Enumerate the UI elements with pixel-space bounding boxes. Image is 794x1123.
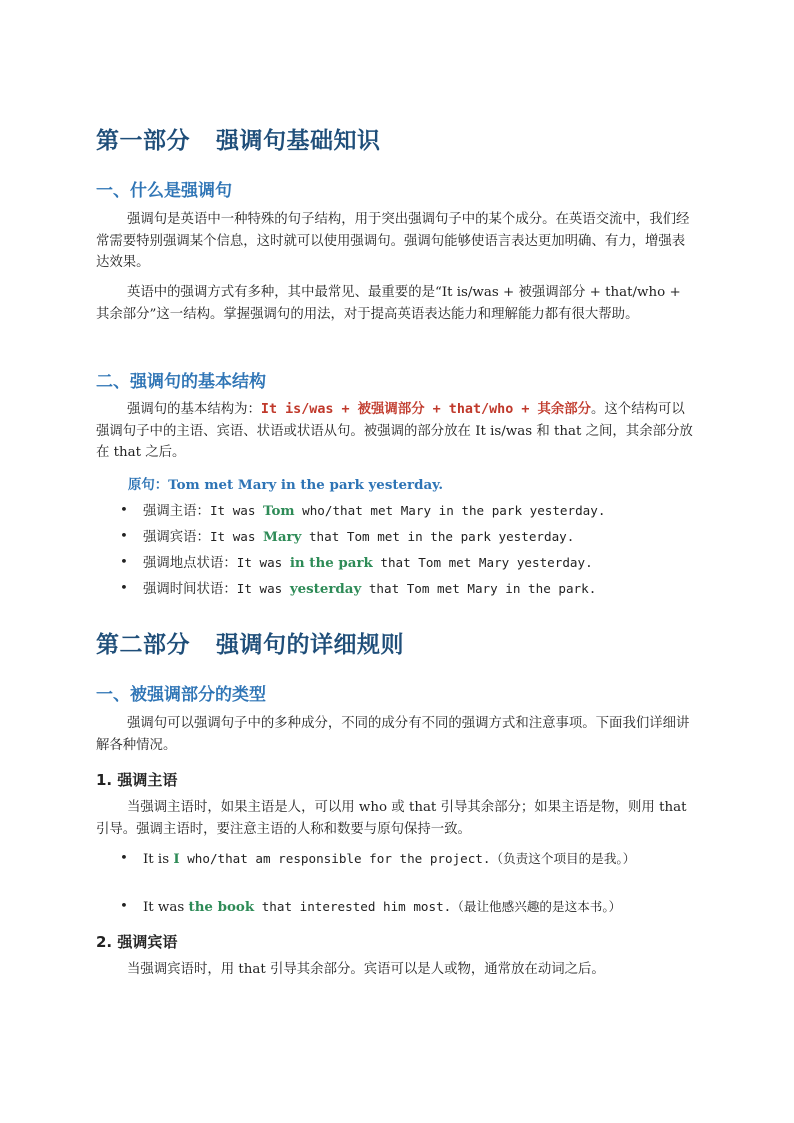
part1-label: 第一部分 bbox=[96, 128, 190, 154]
bullet-pre: It was bbox=[236, 581, 290, 596]
bullet-emphasis: Tom bbox=[263, 503, 295, 519]
original-label: 原句： bbox=[128, 477, 169, 493]
structure-formula: It is/was + 被强调部分 + that/who + 其余部分 bbox=[260, 402, 592, 417]
section-heading-types: 一、被强调部分的类型 bbox=[96, 685, 266, 705]
bullet-label: 强调时间状语： bbox=[143, 582, 237, 597]
part2-heading bbox=[96, 626, 404, 659]
original-sentence bbox=[128, 474, 443, 493]
bullet-post: who/that am responsible for the project.（负责这个项目的是我。） bbox=[179, 851, 636, 866]
bullet-pre: It was bbox=[236, 555, 290, 570]
part1-heading bbox=[96, 122, 381, 155]
subheading-emphasize-object: 2. 强调宾语 bbox=[96, 933, 178, 951]
bullet-icon: • bbox=[120, 503, 128, 518]
paragraph-emphasize-subject: 当强调主语时，如果主语是人，可以用 who 或 that 引导其余部分；如果主语是物，则用 that 引导。强调主语时，要注意主语的人称和数要与原句保持一致。 bbox=[96, 800, 687, 837]
bullet-label: 强调地点状语： bbox=[143, 556, 237, 571]
bullet-icon: • bbox=[120, 581, 128, 596]
bullet-post: who/that met Mary in the park yesterday. bbox=[294, 503, 606, 518]
bullet-label: 强调宾语： bbox=[143, 530, 210, 545]
bullet-post: that Tom met Mary yesterday. bbox=[372, 555, 593, 570]
bullet-icon: • bbox=[120, 899, 128, 914]
paragraph-types: 强调句可以强调句子中的多种成分，不同的成分有不同的强调方式和注意事项。下面我们详细讲解各种情况。 bbox=[96, 716, 690, 753]
paragraph-common-structure: 英语中的强调方式有多种，其中最常见、最重要的是“It is/was + 被强调部分 + that/who + 其余部分”这一结构。掌握强调句的用法，对于提高英语表达能力和理解能力都有很大帮助。 bbox=[96, 285, 681, 322]
paragraph-emphasize-object: 当强调宾语时，用 that 引导其余部分。宾语可以是人或物，通常放在动词之后。 bbox=[127, 962, 605, 977]
bullet-emphasis: in the park bbox=[289, 555, 373, 571]
part2-title: 强调句的详细规则 bbox=[216, 632, 404, 658]
paragraph-definition: 强调句是英语中一种特殊的句子结构，用于突出强调句子中的某个成分。在英语交流中，我们经常需要特别强调某个信息，这时就可以使用强调句。强调句能够使语言表达更加明确、有力，增强表达效果。 bbox=[96, 212, 690, 270]
part2-label: 第二部分 bbox=[96, 632, 190, 658]
bullet-pre: It was bbox=[209, 503, 264, 518]
structure-intro: 强调句的基本结构为： bbox=[127, 402, 261, 417]
section-heading-what-is: 一、什么是强调句 bbox=[96, 181, 232, 201]
bullet-icon: • bbox=[120, 529, 128, 544]
part1-title: 强调句基础知识 bbox=[216, 128, 381, 154]
bullet-label: 强调主语： bbox=[143, 504, 210, 519]
bullet-emphasis: I bbox=[173, 851, 180, 867]
original-text: Tom met Mary in the park yesterday. bbox=[168, 477, 444, 493]
bullet-pre: It was bbox=[209, 529, 264, 544]
bullet-icon: • bbox=[120, 851, 128, 866]
bullet-emphasis: the book bbox=[188, 899, 255, 915]
bullet-post: that interested him most.（最让他感兴趣的是这本书。） bbox=[254, 899, 622, 914]
bullet-post: that Tom met Mary in the park. bbox=[361, 581, 597, 596]
bullet-emphasis: Mary bbox=[263, 529, 302, 545]
bullet-pre: It was bbox=[143, 900, 189, 915]
paragraph-basic-structure bbox=[96, 399, 696, 464]
bullet-icon: • bbox=[120, 555, 128, 570]
bullet-post: that Tom met in the park yesterday. bbox=[301, 529, 575, 544]
structure-explanation: 。这个结构可以强调句子中的主语、宾语、状语或状语从句。被强调的部分放在 It is/was 和 that 之间，其余部分放在 that 之后。 bbox=[96, 402, 693, 460]
section-heading-basic-structure: 二、强调句的基本结构 bbox=[96, 372, 266, 392]
bullet-pre: It is bbox=[143, 852, 174, 867]
subheading-emphasize-subject: 1. 强调主语 bbox=[96, 771, 178, 789]
bullet-emphasis: yesterday bbox=[289, 581, 362, 597]
